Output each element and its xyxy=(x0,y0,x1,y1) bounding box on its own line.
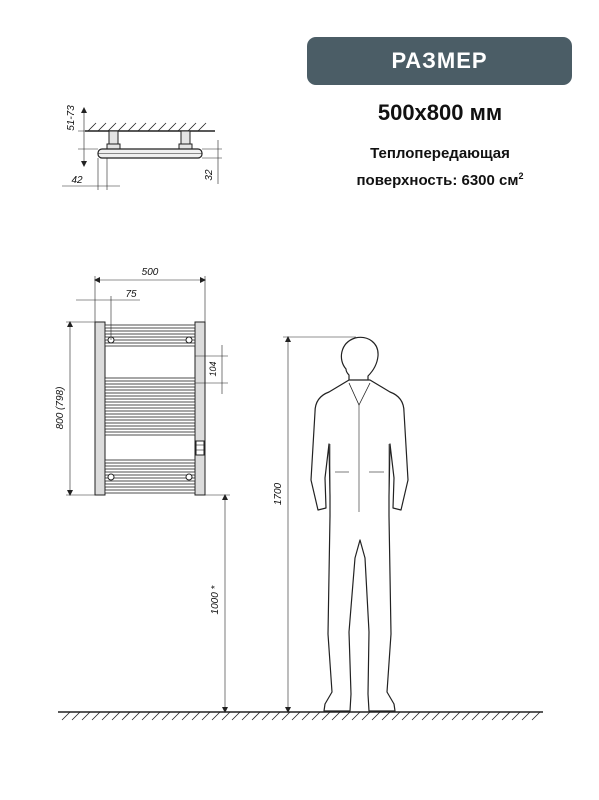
dim-person-height: 1700 xyxy=(273,482,284,506)
heat-surface-label: Теплопередающая xyxy=(370,145,510,162)
surface-unit-superscript: 2 xyxy=(518,171,524,181)
radiator-rungs xyxy=(105,325,195,493)
dim-mount-height: 1000 * xyxy=(210,585,221,615)
mount-bracket-bottom-right xyxy=(186,474,192,480)
heat-surface-value: поверхность: 6300 $см^2$ xyxy=(356,171,524,189)
person-silhouette xyxy=(311,337,408,711)
product-size: 500x800 мм xyxy=(377,100,503,125)
floor-line xyxy=(58,712,543,720)
radiator-right-rail xyxy=(195,322,205,495)
radiator-left-rail xyxy=(95,322,105,495)
dim-connection-offset: 75 xyxy=(125,289,137,300)
size-header-title: РАЗМЕР xyxy=(391,48,488,73)
dim-rung-spacing: 104 xyxy=(208,361,218,377)
mount-bracket-bottom-left xyxy=(108,474,114,480)
dim-width: 500 xyxy=(141,267,159,278)
radiator-valve xyxy=(196,441,204,455)
radiator-front-view xyxy=(66,276,230,712)
mount-bracket-top-right xyxy=(186,337,192,343)
dim-height: 800 (798) xyxy=(55,386,66,430)
top-wall-hatching xyxy=(88,123,206,131)
dim-pipe-diameter: 32 xyxy=(204,169,215,181)
top-view-drawing xyxy=(62,108,222,190)
dim-wall-gap: 51-73 xyxy=(66,105,77,131)
floor-hatching xyxy=(62,712,540,720)
dim-pipe-offset: 42 xyxy=(71,175,83,186)
